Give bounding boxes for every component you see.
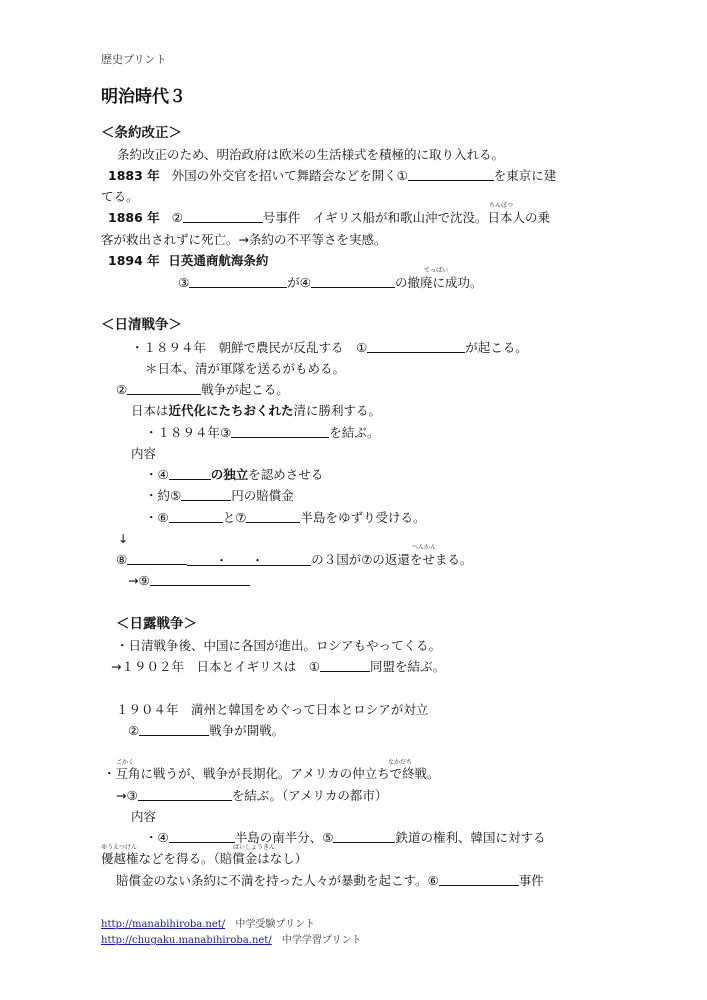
line-1883: 1883 年 外国の外交官を招いて舞踏会などを開く① を東京に建 bbox=[108, 168, 557, 183]
blank-russo-3[interactable] bbox=[138, 788, 232, 801]
year-1894: 1894 年 bbox=[108, 253, 160, 268]
footer-link-manabihiroba[interactable]: http://manabihiroba.net/ bbox=[101, 919, 226, 930]
section-heading-russo-japanese-war: ＜日露戦争＞ bbox=[116, 616, 197, 632]
year-1883: 1883 年 bbox=[108, 168, 160, 183]
line-1886-cont: 客が救出されずに死亡。→条約の不平等さを実感。 bbox=[101, 232, 387, 247]
blank-sino-2[interactable] bbox=[127, 382, 201, 395]
ruby-teppai: てっぱい bbox=[424, 267, 449, 274]
blank-sino-7[interactable] bbox=[246, 510, 300, 523]
russo-line-riot: 賠償金のない条約に不満を持った人々が暴動を起こす。⑥ 事件 bbox=[116, 873, 544, 888]
russo-line-1: ・日清戦争後、中国に各国が進出。ロシアもやってくる。 bbox=[116, 638, 442, 653]
section-heading-sino-japanese-war: ＜日清戦争＞ bbox=[101, 317, 182, 333]
footer-link-chugaku[interactable]: http://chugaku.manabihiroba.net/ bbox=[101, 935, 272, 946]
page-title: 明治時代３ bbox=[101, 87, 186, 107]
blank-russo-6[interactable] bbox=[439, 873, 519, 886]
print-label: 歴史プリント bbox=[101, 53, 167, 66]
russo-line-5: ・互角に戦うが、戦争が長期化。アメリカの仲立ちで終戦。 bbox=[103, 766, 440, 781]
footer-row-2: http://chugaku.manabihiroba.net/ 中学学習プリント bbox=[101, 935, 362, 946]
blank-2[interactable] bbox=[183, 210, 263, 223]
line-1886: 1886 年 ② 号事件 イギリス船が和歌山沖で沈没。日本人の乗 bbox=[108, 210, 551, 225]
sino-line-2: ＊日本、清が軍隊を送るがもめる。 bbox=[145, 361, 346, 376]
russo-content-2: 優越権などを得る。（賠償金はなし） bbox=[101, 851, 308, 866]
blank-sino-9[interactable] bbox=[150, 573, 250, 586]
blank-4[interactable] bbox=[311, 275, 395, 288]
blank-sino-6[interactable] bbox=[169, 510, 223, 523]
ruby-henkan: へんかん bbox=[412, 544, 437, 551]
line-1894-detail: ③ が④ の撤廃に成功。 bbox=[178, 275, 483, 290]
blank-sino-1[interactable] bbox=[367, 340, 465, 353]
blank-1[interactable] bbox=[408, 168, 494, 181]
blank-sino-4[interactable] bbox=[169, 467, 211, 480]
sino-line-5: ・１８９４年③ を結ぶ。 bbox=[145, 425, 380, 440]
russo-content-label: 内容 bbox=[131, 809, 157, 824]
blank-sino-8b-wrap: ・ bbox=[187, 553, 249, 566]
sino-content-1: ・④ の独立を認めさせる bbox=[145, 467, 324, 482]
russo-line-2: →１９０２年 日本とイギリスは ① 同盟を結ぶ。 bbox=[111, 659, 446, 674]
russo-line-4: ② 戦争が開戦。 bbox=[128, 723, 285, 738]
footer-row-1: http://manabihiroba.net/ 中学受験プリント bbox=[101, 919, 315, 930]
ruby-nakadachi: なかだち bbox=[388, 759, 413, 766]
blank-3[interactable] bbox=[189, 275, 287, 288]
line-1883-cont: てる。 bbox=[101, 189, 139, 204]
treaty-name: 日英通商航海条約 bbox=[168, 253, 269, 268]
sino-line-1: ・１８９４年 朝鮮で農民が反乱する ① が起こる。 bbox=[131, 340, 528, 355]
blank-russo-4[interactable] bbox=[169, 830, 235, 843]
section-heading-treaty-revision: ＜条約改正＞ bbox=[101, 125, 182, 141]
blank-russo-1[interactable] bbox=[320, 659, 370, 672]
sino-content-label: 内容 bbox=[131, 446, 157, 461]
ruby-baishokin: ばいしょうきん bbox=[233, 844, 276, 851]
sino-line-intervention: ⑧ ・ ・ の３国が⑦の返還をせまる。 bbox=[116, 552, 473, 568]
ruby-yuetsuken: ゆうえつけん bbox=[101, 844, 137, 851]
blank-sino-5[interactable] bbox=[181, 488, 231, 501]
sino-line-9: →⑨ bbox=[128, 573, 250, 589]
blank-sino-8c-wrap: ・ bbox=[249, 553, 311, 566]
russo-line-6: →③ を結ぶ。（アメリカの都市） bbox=[116, 788, 388, 803]
treaty-intro: 条約改正のため、明治政府は欧米の生活様式を積極的に取り入れる。 bbox=[117, 147, 505, 162]
russo-line-3: １９０４年 満州と韓国をめぐって日本とロシアが対立 bbox=[116, 702, 429, 717]
blank-russo-2[interactable] bbox=[139, 723, 209, 736]
line-1894 bbox=[108, 253, 268, 269]
blank-russo-5[interactable] bbox=[333, 830, 395, 843]
sino-line-3: ② 戦争が起こる。 bbox=[116, 382, 289, 397]
down-arrow: ↓ bbox=[118, 531, 129, 546]
blank-sino-8a[interactable] bbox=[127, 552, 187, 565]
russo-content-1: ・④ 半島の南半分、⑤ 鉄道の権利、韓国に対する bbox=[145, 830, 546, 845]
blank-sino-3[interactable] bbox=[231, 425, 329, 438]
ruby-gokaku: ごかく bbox=[116, 759, 135, 766]
ruby-chinbotsu: ちんぼつ bbox=[489, 202, 514, 209]
sino-line-4: 日本は近代化にたちおくれた清に勝利する。 bbox=[131, 403, 382, 418]
sino-content-3: ・⑥ と⑦ 半島をゆずり受ける。 bbox=[145, 510, 426, 525]
year-1886: 1886 年 bbox=[108, 210, 160, 225]
sino-content-2: ・約⑤ 円の賠償金 bbox=[145, 488, 294, 503]
